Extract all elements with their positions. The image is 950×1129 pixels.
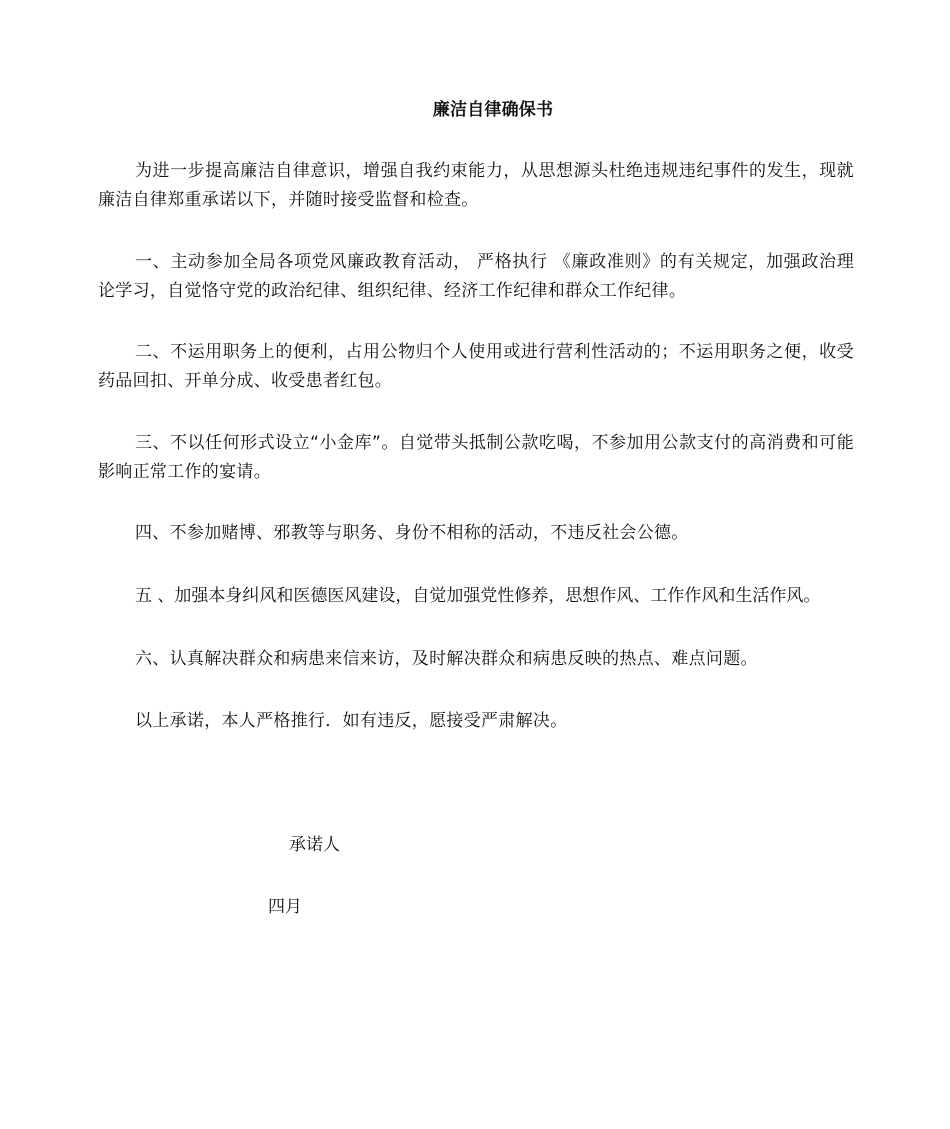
- item-paragraph-6: 六、认真解决群众和病患来信来访，及时解决群众和病患反映的热点、难点问题。: [135, 649, 758, 669]
- item-paragraph-5: 五 、加强本身纠风和医德医风建设，自觉加强党性修养，思想作风、工作作风和生活作风。: [135, 586, 821, 606]
- item-paragraph-3: 三、不以任何形式设立“小金库”。自觉带头抵制公款吃喝，不参加用公款支付的高消费和可能影响正常工作的宴请。: [98, 433, 854, 482]
- closing-paragraph: 以上承诺，本人严格推行．如有违反，愿接受严肃解决。: [135, 711, 568, 731]
- item-paragraph-1: 一、主动参加全局各项党风廉政教育活动， 严格执行 《廉政准则》的有关规定，加强政治理论学习，自觉恪守党的政治纪律、组织纪律、经济工作纪律和群众工作纪律。: [98, 252, 854, 301]
- item-paragraph-4: 四、不参加赌博、邪教等与职务、身份不相称的活动，不违反社会公德。: [135, 523, 689, 543]
- date-label: 四月: [268, 897, 302, 917]
- document-title: 廉洁自律确保书: [432, 100, 554, 120]
- intro-paragraph: 为进一步提高廉洁自律意识，增强自我约束能力，从思想源头杜绝违规违纪事件的发生，现就廉洁自律郑重承诺以下，并随时接受监督和检查。: [98, 161, 854, 210]
- signer-label: 承诺人: [289, 835, 340, 855]
- item-paragraph-2: 二、不运用职务上的便利，占用公物归个人使用或进行营利性活动的；不运用职务之便，收受药品回扣、开单分成、收受患者红包。: [98, 342, 854, 391]
